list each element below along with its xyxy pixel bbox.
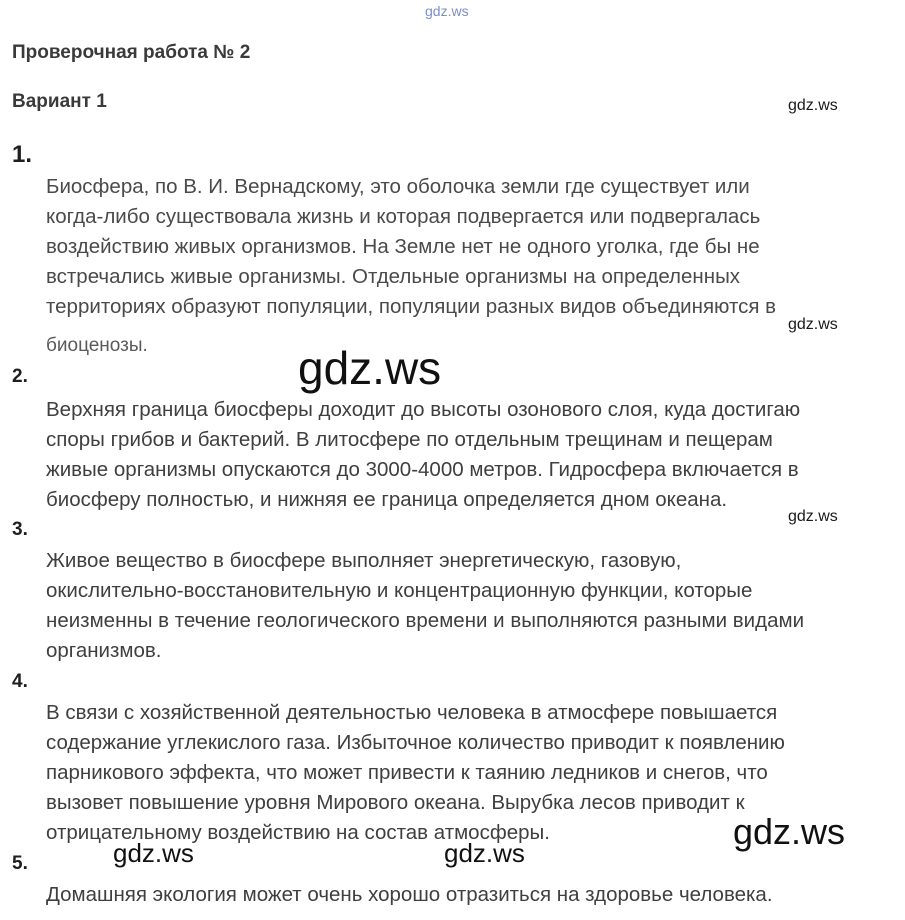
text-line: когда-либо существовала жизнь и которая подвергается или подвергалась	[46, 205, 761, 228]
answer-text	[46, 880, 773, 910]
text-line: неизменны в течение геологического времени и выполняются разными видами	[46, 609, 805, 632]
text-line: встречались живые организмы. Отдельные организмы на определенных	[46, 265, 741, 288]
watermark-large: gdz.ws	[298, 342, 442, 394]
text-line: живые организмы опускаются до 3000-4000 метров. Гидросфера включается в	[46, 458, 799, 481]
text-line: организмов.	[46, 639, 162, 662]
watermark: gdz.ws	[113, 838, 194, 868]
answer-text	[46, 172, 776, 322]
answer-number: 4.	[12, 671, 28, 692]
variant-heading: Вариант 1	[12, 91, 107, 112]
watermark: gdz.ws	[788, 508, 838, 525]
answer-text	[46, 698, 785, 848]
text-line: содержание углекислого газа. Избыточное количество приводит к появлению	[46, 731, 785, 754]
answer-text	[46, 546, 804, 666]
answer-number: 1.	[12, 141, 33, 168]
answer-text	[46, 395, 800, 515]
page-title: Проверочная работа № 2	[12, 42, 251, 63]
answer-number: 2.	[12, 366, 28, 387]
text-line: воздействию живых организмов. На Земле нет не одного уголка, где бы не	[46, 235, 760, 258]
text-line: Биосфера, по В. И. Вернадскому, это оболочка земли где существует или	[46, 175, 750, 198]
text-line: споры грибов и бактерий. В литосфере по отдельным трещинам и пещерам	[46, 428, 773, 451]
text-line: биосферу полностью, и нижняя ее граница определяется дном океана.	[46, 488, 728, 511]
watermark: gdz.ws	[788, 97, 838, 114]
text-line: Живое вещество в биосфере выполняет энергетическую, газовую,	[46, 549, 682, 572]
text-line: вызовет повышение уровня Мирового океана. Вырубка лесов приводит к	[46, 791, 745, 814]
text-line: биоценозы.	[46, 335, 148, 356]
text-line: территориях образуют популяции, популяции разных видов объединяются в	[46, 295, 777, 318]
watermark: gdz.ws	[788, 316, 838, 333]
text-line: Верхняя граница биосферы доходит до высоты озонового слоя, куда достигаю	[46, 398, 801, 421]
text-line: парникового эффекта, что может привести к таянию ледников и снегов, что	[46, 761, 768, 784]
text-line: В связи с хозяйственной деятельностью человека в атмосфере повышается	[46, 701, 778, 724]
watermark-top: gdz.ws	[425, 3, 469, 19]
text-line: окислительно-восстановительную и концентрационную функции, которые	[46, 579, 753, 602]
answer-number: 5.	[12, 853, 28, 874]
text-line: отрицательному воздействию на состав атмосферы.	[46, 821, 550, 844]
answer-number: 3.	[12, 519, 28, 540]
text-line: Домашняя экология может очень хорошо отразиться на здоровье человека.	[46, 883, 773, 906]
watermark: gdz.ws	[444, 838, 525, 868]
watermark-large: gdz.ws	[733, 811, 846, 852]
